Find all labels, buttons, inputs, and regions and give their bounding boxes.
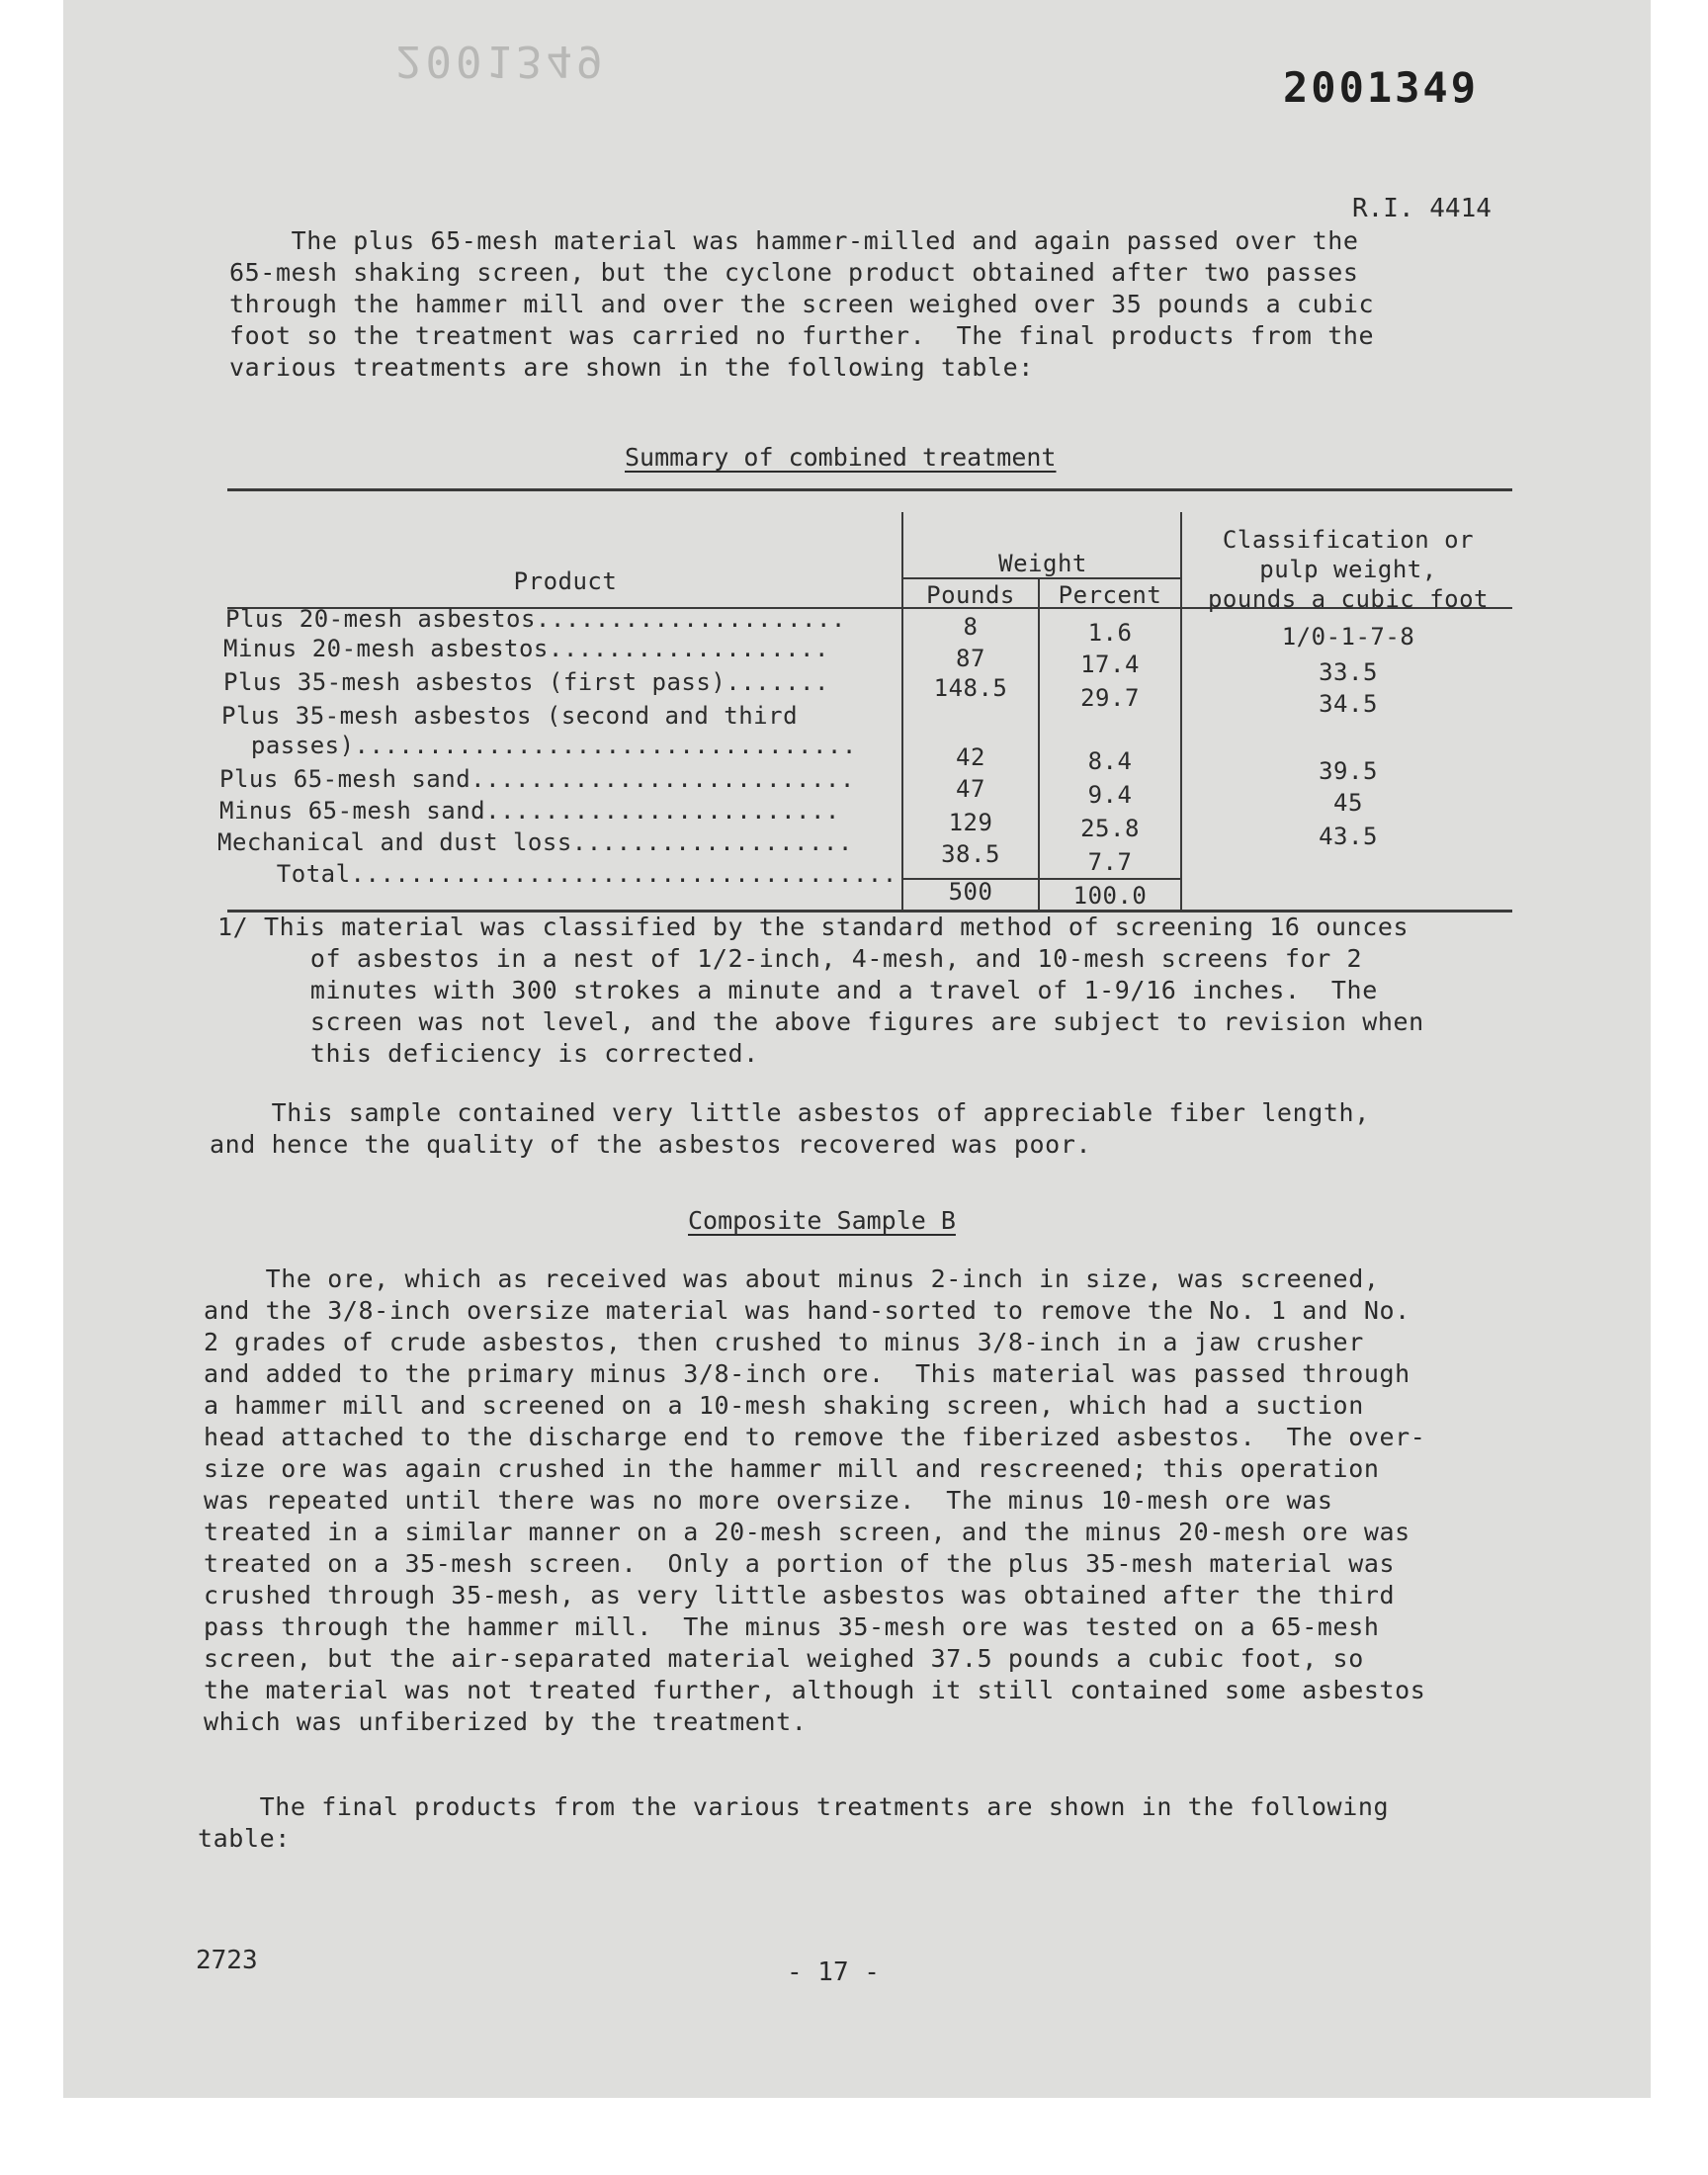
text-line: of asbestos in a nest of 1/2-inch, 4-mesh, and 10-mesh screens for 2 [217, 944, 1363, 973]
section-heading: Composite Sample B [688, 1206, 956, 1235]
classification-cell: 34.5 [1319, 690, 1378, 718]
classification-cell: 33.5 [1319, 658, 1378, 686]
classification-cell: 1/0-1-7-8 [1281, 623, 1415, 651]
classification-cell: 39.5 [1319, 757, 1378, 785]
product-cell: Plus 35-mesh asbestos (first pass)....... [223, 668, 829, 696]
product-cell: passes).................................. [221, 732, 857, 759]
text-line: 1/ This material was classified by the standard method of screening 16 ounces [217, 913, 1409, 941]
text-line: size ore was again crushed in the hammer mill and rescreened; this operation [204, 1454, 1380, 1483]
text-line: The final products from the various treatments are shown in the following [198, 1792, 1390, 1821]
final-paragraph [198, 1791, 1389, 1855]
column-header-pounds: Pounds [926, 581, 1015, 609]
percent-cell: 1.6 [1087, 619, 1133, 647]
faint-bleedthrough-number: 2001349 [395, 36, 607, 86]
sample-paragraph [210, 1097, 1370, 1161]
product-cell: Minus 65-mesh sand........................ [219, 797, 840, 825]
text-line: The plus 65-mesh material was hammer-milled and again passed over the [229, 226, 1359, 255]
text-line: screen was not level, and the above figures are subject to revision when [217, 1007, 1424, 1036]
text-line: treated in a similar manner on a 20-mesh screen, and the minus 20-mesh ore was [204, 1518, 1410, 1546]
text-line: table: [198, 1824, 291, 1853]
text-line: crushed through 35-mesh, as very little asbestos was obtained after the third [204, 1581, 1396, 1610]
composite-paragraph [204, 1263, 1425, 1738]
text-line: and hence the quality of the asbestos recovered was poor. [210, 1130, 1092, 1159]
classification-cell: 43.5 [1319, 823, 1378, 850]
report-id: R.I. 4414 [1352, 194, 1492, 223]
text-line: 2 grades of crude asbestos, then crushed to minus 3/8-inch in a jaw crusher [204, 1328, 1364, 1356]
product-cell: Plus 65-mesh sand.......................... [219, 765, 855, 793]
pounds-cell: 500 [948, 878, 993, 906]
intro-paragraph [229, 225, 1374, 384]
footer-code: 2723 [196, 1946, 258, 1975]
percent-cell: 8.4 [1087, 747, 1133, 775]
text-line: was repeated until there was no more oversize. The minus 10-mesh ore was [204, 1486, 1333, 1515]
percent-cell: 17.4 [1080, 651, 1140, 678]
text-line: the material was not treated further, although it still contained some asbestos [204, 1676, 1426, 1704]
product-cell: Total..................................... [217, 860, 897, 888]
pounds-cell: 42 [956, 743, 985, 771]
text-line: and added to the primary minus 3/8-inch ore. This material was passed through [204, 1359, 1410, 1388]
pounds-cell: 129 [948, 809, 993, 836]
text-line: through the hammer mill and over the screen weighed over 35 pounds a cubic [229, 290, 1375, 318]
column-header-classification: pounds a cubic foot [1207, 585, 1490, 613]
percent-cell: 25.8 [1080, 815, 1140, 842]
text-line: and the 3/8-inch oversize material was hand-sorted to remove the No. 1 and No. [204, 1296, 1410, 1325]
column-header-product: Product [513, 567, 618, 595]
classification-cell: 45 [1333, 789, 1363, 817]
page-number: - 17 - [787, 1958, 880, 1987]
text-line: various treatments are shown in the following table: [229, 353, 1034, 382]
pounds-cell: 47 [956, 775, 985, 803]
product-cell: Plus 20-mesh asbestos..................... [225, 605, 846, 633]
text-line: 65-mesh shaking screen, but the cyclone product obtained after two passes [229, 258, 1359, 287]
percent-cell: 100.0 [1072, 882, 1148, 910]
text-line: foot so the treatment was carried no further. The final products from the [229, 321, 1375, 350]
text-line: screen, but the air-separated material weighed 37.5 pounds a cubic foot, so [204, 1644, 1364, 1673]
table-title: Summary of combined treatment [625, 443, 1057, 472]
table-top-rule [227, 488, 1512, 491]
column-header-classification: pulp weight, [1259, 556, 1437, 583]
column-header-percent: Percent [1058, 581, 1162, 609]
text-line: minutes with 300 strokes a minute and a travel of 1-9/16 inches. The [217, 976, 1378, 1004]
text-line: which was unfiberized by the treatment. [204, 1707, 808, 1736]
text-line: head attached to the discharge end to remove the fiberized asbestos. The over- [204, 1423, 1426, 1451]
document-number: 2001349 [1283, 63, 1480, 112]
table-footnote [217, 912, 1424, 1070]
product-cell: Plus 35-mesh asbestos (second and third [221, 702, 799, 730]
text-line: a hammer mill and screened on a 10-mesh shaking screen, which had a suction [204, 1391, 1364, 1420]
text-line: The ore, which as received was about minus 2-inch in size, was screened, [204, 1264, 1380, 1293]
pounds-cell: 8 [963, 613, 979, 641]
percent-cell: 7.7 [1087, 848, 1133, 876]
product-cell: Minus 20-mesh asbestos................... [223, 635, 829, 662]
column-header-weight: Weight [998, 550, 1087, 577]
percent-cell: 9.4 [1087, 781, 1133, 809]
text-line: this deficiency is corrected. [217, 1039, 759, 1068]
text-line: This sample contained very little asbestos of appreciable fiber length, [210, 1098, 1370, 1127]
product-cell: Mechanical and dust loss................... [217, 828, 853, 856]
text-line: pass through the hammer mill. The minus 35-mesh ore was tested on a 65-mesh [204, 1612, 1380, 1641]
pounds-cell: 148.5 [933, 674, 1008, 702]
percent-cell: 29.7 [1080, 684, 1140, 712]
text-line: treated on a 35-mesh screen. Only a portion of the plus 35-mesh material was [204, 1549, 1396, 1578]
pounds-cell: 38.5 [941, 840, 1000, 868]
pounds-cell: 87 [956, 645, 985, 672]
column-header-classification: Classification or [1222, 526, 1475, 554]
